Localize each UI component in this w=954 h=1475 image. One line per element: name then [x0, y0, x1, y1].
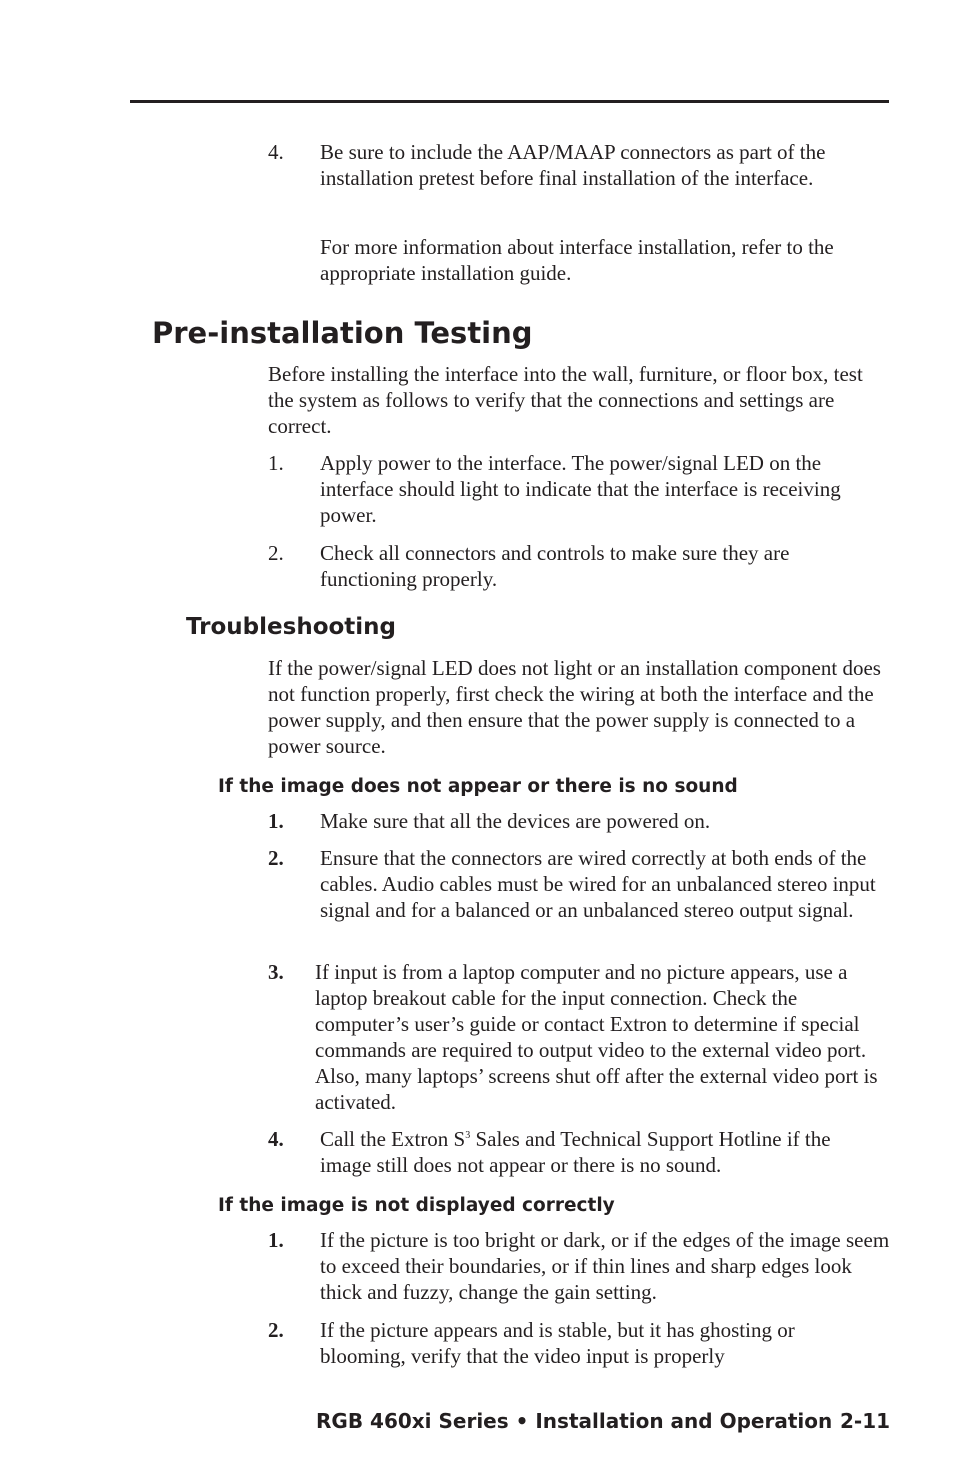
- list-number: 2.: [268, 1318, 284, 1342]
- list-item-text: Make sure that all the devices are powered on.: [320, 809, 711, 833]
- text-before: Call the Extron S: [320, 1127, 466, 1151]
- list-item-text: [320, 1126, 880, 1178]
- text-after: Sales and Technical Support Hotline if the image still does not appear or there is no sound.: [320, 1127, 831, 1177]
- list-item-text: If the picture appears and is stable, but it has ghosting or blooming, verify that the video input is properly: [320, 1318, 795, 1368]
- info-note: For more information about interface installation, refer to the appropriate installation guide.: [320, 235, 834, 285]
- list-number: 3.: [268, 960, 284, 984]
- section-intro: Before installing the interface into the wall, furniture, or floor box, test the system as follows to verify that the connections and settings are correct.: [268, 362, 863, 438]
- footer-title: RGB 460xi Series • Installation and Operation: [316, 1409, 833, 1433]
- section-heading: Pre-installation Testing: [152, 316, 533, 350]
- list-number: 1.: [268, 451, 284, 475]
- list-item-text: Be sure to include the AAP/MAAP connectors as part of the installation pretest before final installation of the interface.: [320, 140, 826, 190]
- subheading-not-displayed: If the image is not displayed correctly: [218, 1195, 615, 1216]
- list-item-text: If input is from a laptop computer and no picture appears, use a laptop breakout cable for the input connection. Check the computer’s user’s guide or contact Extron to determine if special commands are required to output video to the external video port. Also, many laptops’ screens shut off after the external video port is activated.: [315, 960, 878, 1114]
- list-number: 1.: [268, 1228, 284, 1252]
- list-item-text: Apply power to the interface. The power/signal LED on the interface should light to indicate that the interface is receiving power.: [320, 451, 841, 527]
- subsection-heading: Troubleshooting: [186, 614, 397, 640]
- subsection-intro: If the power/signal LED does not light or an installation component does not function properly, first check the wiring at both the interface and the power supply, and then ensure that the power supply is connected to a power source.: [268, 656, 881, 758]
- list-number: 2.: [268, 541, 284, 565]
- page-footer: [316, 1406, 891, 1436]
- list-number: 1.: [268, 809, 284, 833]
- subheading-no-image: If the image does not appear or there is no sound: [218, 776, 738, 797]
- page-number: 2-11: [840, 1409, 891, 1433]
- superscript: 3: [465, 1130, 471, 1141]
- list-number: 2.: [268, 846, 284, 870]
- list-item-text: Check all connectors and controls to make sure they are functioning properly.: [320, 541, 790, 591]
- list-number: 4.: [268, 1127, 284, 1151]
- list-number: 4.: [268, 140, 284, 164]
- list-item-text: If the picture is too bright or dark, or if the edges of the image seem to exceed their boundaries, or if thin lines and sharp edges look thick and fuzzy, change the gain setting.: [320, 1228, 890, 1304]
- header-rule: [130, 100, 889, 103]
- list-item-text: Ensure that the connectors are wired correctly at both ends of the cables. Audio cables must be wired for an unbalanced stereo input signal and for a balanced or an unbalanced stereo output signal.: [320, 846, 876, 922]
